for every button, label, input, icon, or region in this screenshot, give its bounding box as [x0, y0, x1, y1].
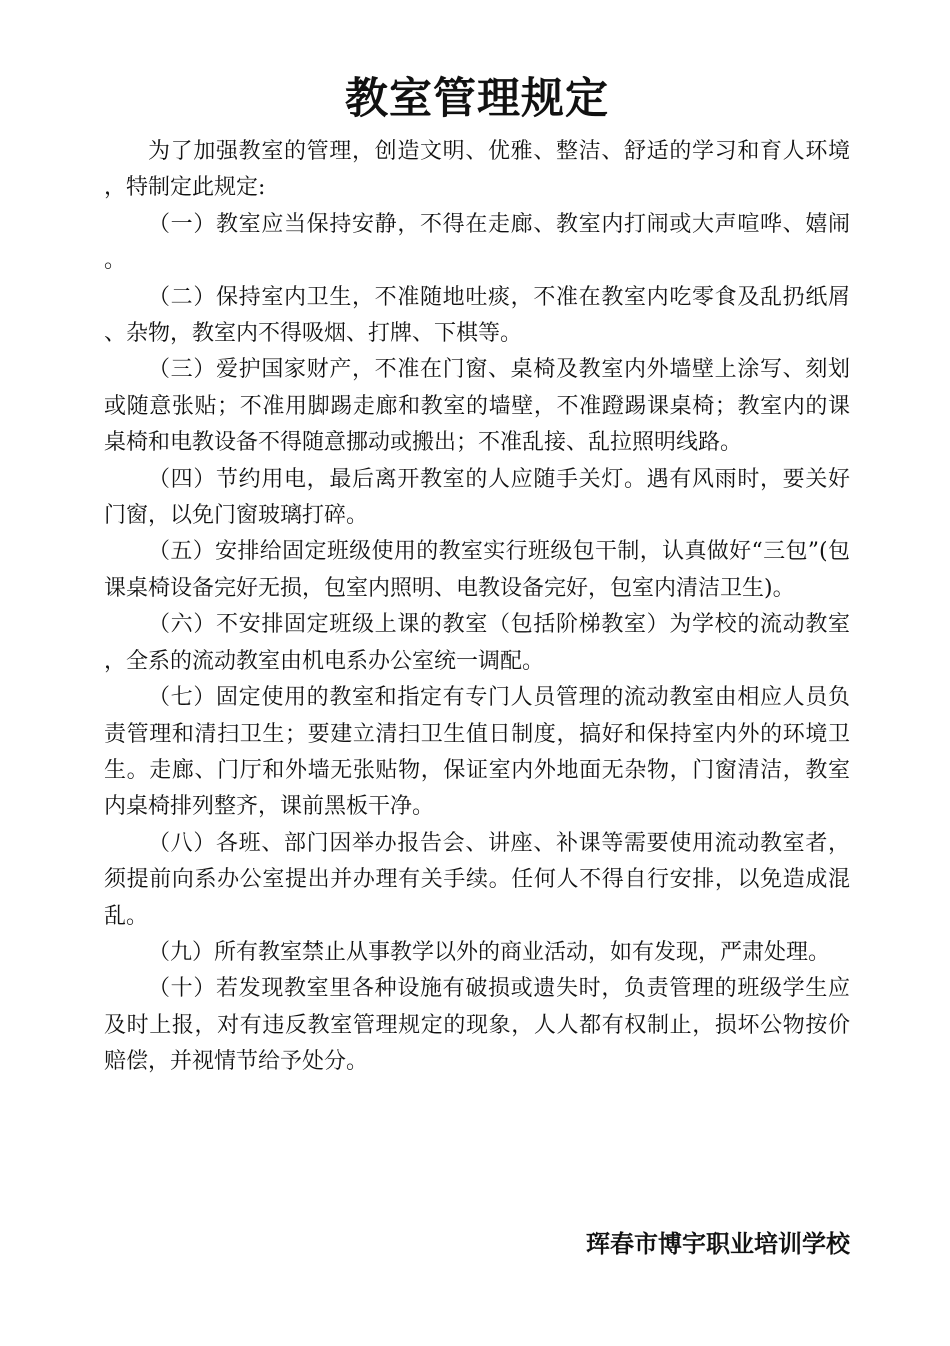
rule-10-paragraph: （十）若发现教室里各种设施有破损或遗失时，负责管理的班级学生应及时上报，对有违反教室管理规定的现象，人人都有权制止，损坏公物按价赔偿，并视情节给予处分。	[104, 976, 850, 1075]
rule-1-paragraph: （一）教室应当保持安静，不得在走廊、教室内打闹或大声喧哗、嬉闹。	[104, 211, 850, 274]
rule-5-paragraph: （五）安排给固定班级使用的教室实行班级包干制，认真做好“三包”(包课桌椅设备完好无损，包室内照明、电教设备完好，包室内清洁卫生)。	[104, 539, 850, 601]
school-signature: 珲春市博宇职业培训学校	[586, 1230, 850, 1258]
rule-8-paragraph: （八）各班、部门因举办报告会、讲座、补课等需要使用流动教室者，须提前向系办公室提出并办理有关手续。任何人不得自行安排，以免造成混乱。	[104, 830, 850, 929]
rule-4-paragraph: （四）节约用电，最后离开教室的人应随手关灯。遇有风雨时，要关好门窗，以免门窗玻璃打碎。	[104, 466, 850, 529]
intro-paragraph: 为了加强教室的管理，创造文明、优雅、整洁、舒适的学习和育人环境，特制定此规定:	[104, 139, 850, 201]
rule-6-paragraph: （六）不安排固定班级上课的教室（包括阶梯教室）为学校的流动教室，全系的流动教室由机电系办公室统一调配。	[104, 612, 850, 674]
rule-9-paragraph: （九）所有教室禁止从事教学以外的商业活动，如有发现，严肃处理。	[148, 939, 831, 965]
document-title: 教室管理规定	[345, 74, 609, 124]
document-body	[104, 70, 850, 1081]
rule-7-paragraph: （七）固定使用的教室和指定有专门人员管理的流动教室由相应人员负责管理和清扫卫生；要建立清扫卫生值日制度，搞好和保持室内外的环境卫生。走廊、门厅和外墙无张贴物，保证室内外地面无杂物，门窗清洁，教室内桌椅排列整齐，课前黑板干净。	[104, 685, 850, 820]
rule-3-paragraph: （三）爱护国家财产，不准在门窗、桌椅及教室内外墙壁上涂写、刻划或随意张贴；不准用脚踢走廊和教室的墙壁，不准蹬踢课桌椅；教室内的课桌椅和电教设备不得随意挪动或搬出；不准乱接、乱拉照明线路。	[104, 357, 850, 456]
rule-2-paragraph: （二）保持室内卫生，不准随地吐痰，不准在教室内吃零食及乱扔纸屑、杂物，教室内不得吸烟、打牌、下棋等。	[104, 284, 850, 347]
